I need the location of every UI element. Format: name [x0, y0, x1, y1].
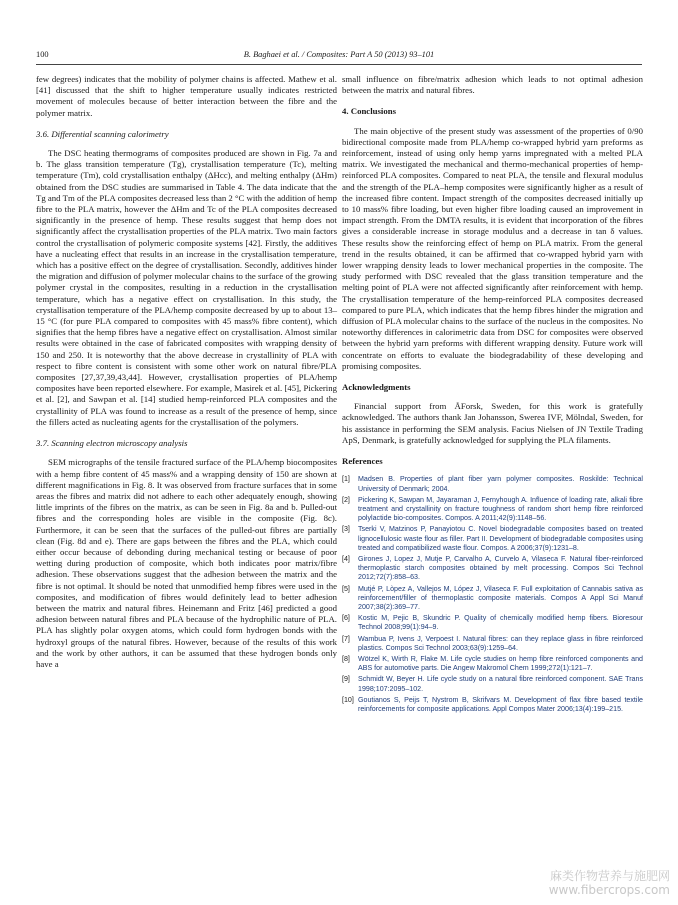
reference-link[interactable]: Mutjé P, Lòpez A, Vallejos M, López J, Vilaseca F. Full exploitation of Cannabis sativa as reinforcement/filler of thermoplastic composite materials. Compos A Appl Sci Manuf 2007;38(2):369–77. — [358, 584, 643, 611]
reference-item — [342, 555, 643, 583]
watermark-line-1: 麻类作物营养与施肥网 — [549, 869, 670, 883]
reference-number: [4] — [342, 554, 350, 563]
references-heading: References — [342, 456, 383, 467]
reference-link[interactable]: Schmidt W, Beyer H. Life cycle study on a natural fibre reinforced component. SAE Trans 1998;107:2095–102. — [358, 675, 643, 693]
right-column — [342, 74, 643, 716]
header-rule — [36, 64, 642, 65]
reference-number: [3] — [342, 525, 350, 534]
reference-number: [10] — [342, 695, 354, 704]
section-heading-conclusions: 4. Conclusions — [342, 106, 396, 117]
section-heading-3-6: 3.6. Differential scanning calorimetry — [36, 128, 169, 139]
left-column — [36, 74, 337, 670]
continued-paragraph: few degrees) indicates that the mobility of polymer chains is affected. Mathew et al. [41] discussed that the shift to higher temperature usually indicates restricted movement of molecules because of better interaction between the fibre and the polymer matrix. — [36, 74, 337, 118]
reference-number: [5] — [342, 584, 350, 593]
reference-number: [8] — [342, 654, 350, 663]
acknowledgments-paragraph: Financial support from ÅForsk, Sweden, for this work is gratefully acknowledged. The authors thank Jan Johansson, Swerea IVF, Mölndal, Sweden, for his assistance in performing the SEM analysis. Facius Nielsen of JN Textile Trading ApS, Denmark, is gratefully acknowledged for supplying the PLA filaments. — [342, 401, 643, 445]
continued-paragraph-right: small influence on fibre/matrix adhesion which leads to not optimal adhesion between the matrix and natural fibres. — [342, 74, 643, 96]
reference-link[interactable]: Wambua P, Ivens J, Verpoest I. Natural fibres: can they replace glass in fibre reinforced plastics. Compos Sci Technol 2003;63(9):1259–64. — [358, 634, 643, 652]
page-header — [36, 50, 642, 64]
reference-number: [6] — [342, 614, 350, 623]
conclusions-paragraph: The main objective of the present study was assessment of the properties of 0/90 bidirectional composite made from PLA/hemp co-wrapped hybrid yarn preforms as reinforcement, instead of using only hemp yarns impregnated with a melted PLA matrix. We investigated the mechanical and thermo-mechanical properties of hemp-reinforced PLA composites. Compared to neat PLA, the tensile and flexural modulus and the strength of the PLA–hemp composites were significantly higher as a result of the increased fibre content. Impact strength of the composites decreased initially up to 10 mass% fibre loading, but even higher fibre loading caused an improvement in impact strength. From the DMTA results, it is evident that incorporation of the fibres gives a considerable increase in storage modulus and a decrease in tan δ values. These results show the reinforcing effect of hemp on PLA matrix. From the general trend in the results obtained, it can be affirmed that co-wrapped hybrid yarn with lower wrapping density leads to lower mechanical properties in the composite. The study performed with DSC revealed that the glass transition temperature and the melting point of PLA were not affected significantly after reinforcement with hemp. The crystallisation temperature of the hemp-reinforced PLA composites decreased compared to pure PLA, which indicates that the hemp fibres hinder the migration and diffusion of PLA molecular chains to the surface of the nucleus in the composites. No noteworthy differences in calorimetric data from DSC for composites were observed between the hybrid yarn preforms with different wrapping density. Future work will concentrate on efforts to evaluate the biodegradability of these developing and promising composites. — [342, 125, 643, 371]
watermark — [549, 869, 670, 897]
reference-item — [342, 475, 643, 493]
reference-list — [342, 475, 643, 714]
section-heading-3-7: 3.7. Scanning electron microscopy analysis — [36, 438, 188, 449]
reference-link[interactable]: Tserki V, Matzinos P, Panayiotou C. Novel biodegradable composites based on treated lignocellulosic waste flour as filler. Part II. Development of biodegradable composites using treated and compatibilized waste flour. Compos. A 2006;37(9):1231–8. — [358, 525, 643, 552]
reference-number: [2] — [342, 495, 350, 504]
reference-number: [7] — [342, 634, 350, 643]
dsc-paragraph: The DSC heating thermograms of composites produced are shown in Fig. 7a and b. The glass transition temperature (Tg), crystallisation temperature (Tc), melting temperature (Tm), cold crystallisation enthalpy (ΔHcc), and melting enthalpy (ΔHm) obtained from the DSC studies are summarised in Table 4. The data indicate that the Tg and Tm of the PLA composites decreased less than 2 °C with the addition of hemp fibre to the PLA matrix, however the ΔHm and Tc of the PLA composites decreased significantly in the presence of hemp. These results suggest that hemp does not significantly affect the crystallisation properties of the PLA matrix. Two main factors control the crystallisation of polymeric composite systems [42]. Firstly, the additives have a nucleating effect that results in an increase in the crystallisation temperature, which has a positive effect on the degree of crystallisation. Secondly, additives hinder the migration and diffusion of polymer molecular chains to the surface of the growing polymer crystal in the composites, resulting in a reduction in the crystallisation temperature, which has a negative effect on crystallisation. In this study, the crystallisation temperature of the PLA/hemp composite decreased by up to about 13–15 °C (for pure PLA compared to composites with 45 mass% fibre content), which signifies that the hemp fibres have a negative effect on crystallisation. Almost similar results were obtained in the case of fabricated composites with wrapping density of 150 and 250. It is noteworthy that the above decrease in crystallinity of PLA with respect to fibre content is consistent with some other work on natural fibre/PLA composites [27,37,39,43,44]. However, crystallisation properties of PLA/hemp composites have been reported elsewhere. For example, Masirek et al. [45], Pickering et al. [2], and Sawpan et al. [14] studied hemp-reinforced PLA composites and the crystallinity of PLA was found to increase as a result of the presence of hemp, since the fillers acted as nucleating agents for the crystallisation of the polymers. — [36, 148, 337, 427]
running-head: B. Baghaei et al. / Composites: Part A 50 (2013) 93–101 — [243, 50, 435, 59]
reference-item — [342, 585, 643, 613]
reference-item — [342, 655, 643, 673]
reference-link[interactable]: Pickering K, Sawpan M, Jayaraman J, Fernyhough A. Influence of loading rate, alkali fibre treatment and crystallinity on fracture toughness of random short hemp fibre reinforced polylactide bio-composites. Compos. A 2011;42(9):1148–56. — [358, 495, 643, 523]
reference-link[interactable]: Madsen B. Properties of plant fiber yarn polymer composites. Roskilde: Technical University of Denmark; 2004. — [358, 475, 643, 493]
reference-link[interactable]: Kostic M, Pejic B, Skundric P. Quality of chemically modified hemp fibers. Bioresour Technol 2008;99(1):94–9. — [358, 614, 643, 632]
reference-item — [342, 696, 643, 714]
acknowledgments-heading: Acknowledgments — [342, 382, 411, 393]
reference-item — [342, 496, 643, 524]
reference-link[interactable]: Goutianos S, Peijs T, Nystrom B, Skrifvars M. Development of flax fibre based textile reinforcements for composite applications. Appl Compos Mater 2006;13(4):199–215. — [358, 695, 643, 713]
reference-item — [342, 614, 643, 632]
watermark-line-2: www.fibercrops.com — [548, 883, 670, 897]
reference-number: [1] — [342, 475, 350, 484]
reference-item — [342, 675, 643, 693]
reference-item — [342, 525, 643, 553]
reference-number: [9] — [342, 675, 350, 684]
reference-item — [342, 635, 643, 653]
page-number: 100 — [36, 50, 49, 59]
reference-link[interactable]: Girones J, Lopez J, Mutje P, Carvalho A, Curvelo A, Vilaseca F. Natural fiber-reinforced thermoplastic starch composites obtained by melt processing. Compos Sci Technol 2012;72(7):858–63. — [358, 554, 643, 582]
sem-paragraph: SEM micrographs of the tensile fractured surface of the PLA/hemp biocomposites with a hemp fibre content of 45 mass% and a wrapping density of 150 are shown at different magnifications in Fig. 8. It was observed from fracture surfaces that in some areas the fibres and matrix did not adhere to each other adequately enough, showing little imprints of the fibres on the matrix, as can be seen in Fig. 8a and b. Pulled-out fibres and the corresponding holes are visible in the composite (Fig. 8c). Furthermore, it can be seen that the surfaces of the pulled-out fibres are partially clean (Fig. 8d and e). There are gaps between the fibres and the PLA, which could either occur because of debonding during mechanical testing or because of poor wetting during production of composite, which both indicates poor matrix/fibre adhesion. These observations suggest that the adhesion between the matrix and the fibre is not optimal. It should be noted that unmodified hemp fibres were used in the composites, and modification of fibres would definitely lead to better adhesion between the matrix and natural fibres. Heinemann and Fritz [46] predicted a good adhesion between natural fibres and PLA because of the hydrophilic nature of PLA. PLA has slightly polar oxygen atoms, which could form hydrogen bonds with the hydroxyl groups of the natural fibres. However, because of the results of this work and the work by other authors, it can be assumed that these hydrogen bonds only have a — [36, 457, 337, 669]
reference-link[interactable]: Wötzel K, Wirth R, Flake M. Life cycle studies on hemp fibre reinforced components and ABS for automotive parts. Die Angew Makromol Chem 1999;272(1):121–7. — [358, 654, 643, 673]
